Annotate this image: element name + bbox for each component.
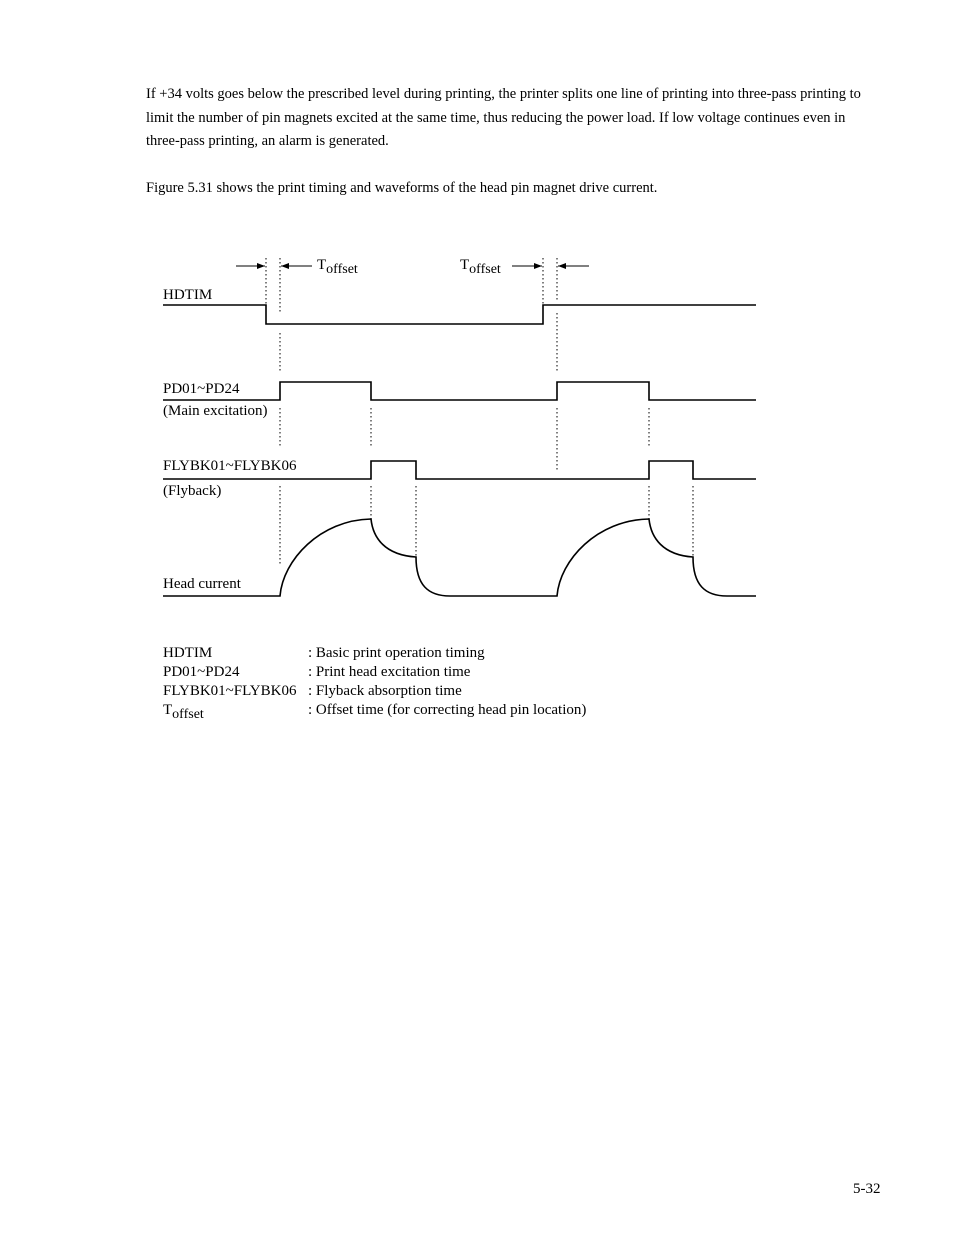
- legend-desc: : Flyback absorption time: [308, 683, 462, 699]
- figure-reference-paragraph: Figure 5.31 shows the print timing and waveforms of the head pin magnet drive current.: [146, 180, 658, 196]
- legend-desc: : Print head excitation time: [308, 664, 471, 680]
- head-current-waveform: [163, 519, 756, 596]
- flybk-label: FLYBK01~FLYBK06: [163, 458, 297, 474]
- pd-note-label: (Main excitation): [163, 403, 268, 419]
- legend-key: Toffset: [163, 702, 204, 722]
- dotted-guides: [266, 258, 693, 564]
- toffset-label-1: Toffset: [317, 257, 358, 277]
- pd-label: PD01~PD24: [163, 381, 240, 397]
- legend-desc: : Basic print operation timing: [308, 645, 485, 661]
- legend-key: HDTIM: [163, 645, 213, 661]
- intro-paragraph: If +34 volts goes below the prescribed level during printing, the printer splits one line of printing into three-pass printing to limit the number of pin magnets excited at the same time, thus reducing the power load. If low voltage continues even in three-pass printing, an alarm is generated.: [146, 86, 861, 149]
- toffset-label-2: Toffset: [460, 257, 501, 277]
- legend-key: PD01~PD24: [163, 664, 240, 680]
- head-current-label: Head current: [163, 576, 241, 592]
- hdtim-label: HDTIM: [163, 287, 213, 303]
- flybk-note-label: (Flyback): [163, 483, 222, 499]
- legend-key: FLYBK01~FLYBK06: [163, 683, 297, 699]
- legend-desc: : Offset time (for correcting head pin location): [308, 702, 587, 718]
- pd-waveform: [163, 382, 756, 400]
- hdtim-waveform: [163, 305, 756, 324]
- page-number: 5-32: [853, 1181, 881, 1197]
